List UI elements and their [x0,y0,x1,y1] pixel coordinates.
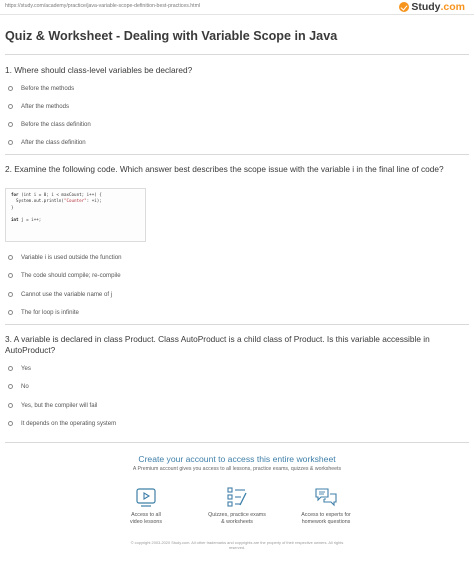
radio-icon[interactable] [8,292,13,297]
q2-option-3[interactable] [8,291,112,298]
option-label: The for loop is infinite [21,309,79,316]
radio-icon[interactable] [8,122,13,127]
option-label: After the class definition [21,139,86,146]
radio-icon[interactable] [8,86,13,91]
q1-option-2[interactable] [8,103,69,110]
code-keyword: for [11,192,19,197]
radio-icon[interactable] [8,384,13,389]
radio-icon[interactable] [8,104,13,109]
cta-divider [5,442,469,443]
radio-icon[interactable] [8,310,13,315]
feature-label: video lessons [129,518,163,525]
radio-icon[interactable] [8,273,13,278]
q1-option-4[interactable] [8,139,86,146]
feature-label: Quizzes, practice exams [208,512,266,518]
question-1-text: 1. Where should class-level variables be declared? [5,65,193,75]
feature-video [111,485,181,525]
page-title: Quiz & Worksheet - Dealing with Variable Scope in Java [5,29,338,43]
option-label: Before the methods [21,85,75,92]
q3-option-1[interactable] [8,365,31,372]
feature-label: Access to all [131,512,161,518]
q3-option-2[interactable] [8,383,29,390]
radio-icon[interactable] [8,421,13,426]
code-text: : +i); [86,198,102,204]
copyright-footer [0,540,474,551]
code-string: "Counter" [63,198,87,204]
logo-suffix: .com [440,1,465,13]
feature-label: Access to experts for [301,512,351,518]
option-label: The code should compile; re-compile [21,272,121,279]
option-label: Yes [21,365,31,372]
feature-label: homework questions [301,518,351,525]
option-label: No [21,383,29,390]
radio-icon[interactable] [8,403,13,408]
code-block [5,188,146,242]
code-text: j = i++; [18,217,42,223]
question-divider [5,154,469,155]
option-label: Yes, but the compiler will fail [21,402,98,409]
question-divider [5,324,469,325]
title-divider [5,54,469,55]
code-text: System.out.println( [11,198,64,204]
q1-option-3[interactable] [8,121,91,128]
top-bar [0,0,474,15]
radio-icon[interactable] [8,140,13,145]
checkmark-icon [399,2,409,12]
video-icon [134,485,158,509]
q2-option-1[interactable] [8,254,122,261]
study-logo[interactable] [399,1,465,13]
footer-line: © copyright 2003-2020 Study.com. All other trademarks and copyrights are the property of their respective owners. All rights [130,540,344,545]
code-text: (int i = 0; i < maxCount; i++) { [18,192,102,197]
q3-option-4[interactable] [8,420,116,427]
question-3-text: 3. A variable is declared in class Product. Class AutoProduct is a child class of Product. Is this variable accessible in AutoProduct? [5,334,430,355]
code-text: } [11,204,14,210]
option-label: Cannot use the variable name of j [21,291,113,298]
q1-option-1[interactable] [8,85,74,92]
q2-option-2[interactable] [8,272,121,279]
feature-quizzes [202,485,272,525]
option-label: It depends on the operating system [21,420,117,427]
option-label: Variable i is used outside the function [21,254,122,261]
cta-subtitle: A Premium account gives you access to all lessons, practice exams, quizzes & worksheets [132,466,342,472]
page-url[interactable]: https://study.com/academy/practice/java-variable-scope-definition-best-practices.html [5,3,201,9]
experts-icon [314,485,338,509]
code-keyword: int [11,217,19,223]
option-label: After the methods [21,103,70,110]
q3-option-3[interactable] [8,402,97,409]
cta-title[interactable]: Create your account to access this entire worksheet [138,454,336,464]
q2-option-4[interactable] [8,309,79,316]
option-label: Before the class definition [21,121,91,128]
logo-text: Study [411,1,441,13]
radio-icon[interactable] [8,366,13,371]
feature-label: & worksheets [221,518,253,525]
quiz-icon [225,485,249,509]
feature-experts [291,485,361,525]
question-2-text: 2. Examine the following code. Which answer best describes the scope issue with the variable i in the final line of code? [5,164,444,174]
radio-icon[interactable] [8,255,13,260]
footer-line: reserved. [228,545,246,551]
